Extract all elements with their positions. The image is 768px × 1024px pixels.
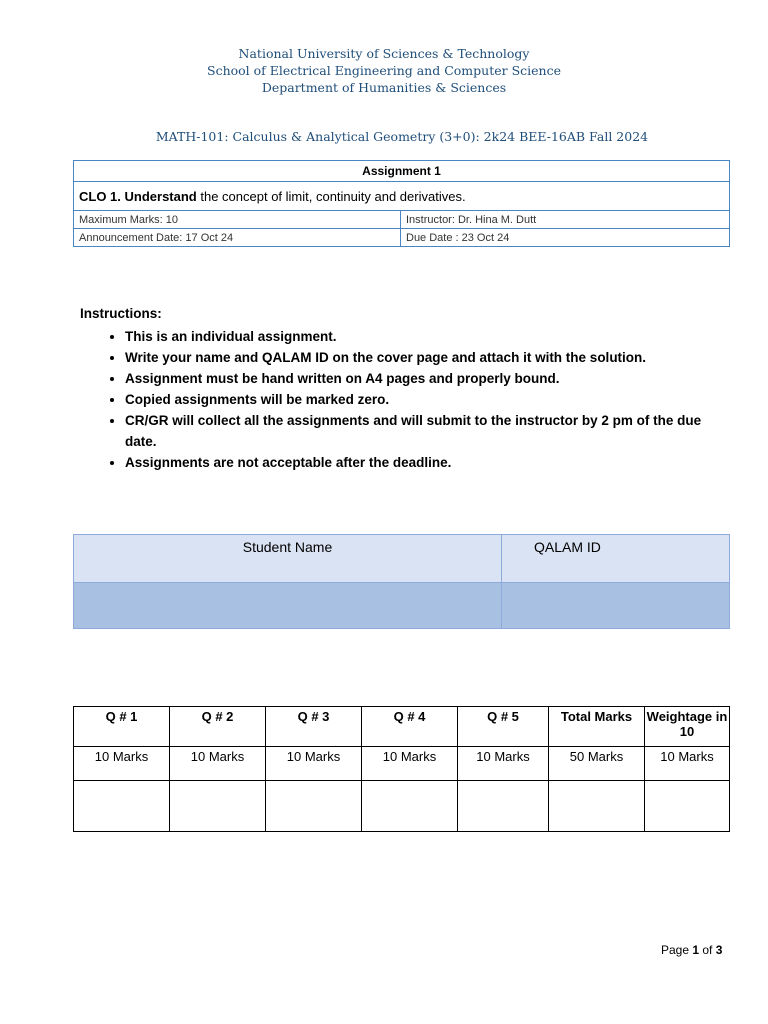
instruction-item: • This is an individual assignment. [125,326,720,347]
page-total: 3 [715,943,723,957]
marks-entry-q1[interactable] [74,781,170,832]
marks-entry-total[interactable] [549,781,645,832]
clo-label: CLO 1. Understand [79,188,197,204]
assignment-info-table [73,160,730,247]
student-info-table [73,534,730,629]
page-number [661,943,722,957]
page-prefix: Page [661,943,693,957]
instruction-item: • Copied assignments will be marked zero. [125,389,720,410]
instruction-item: • CR/GR will collect all the assignments and will submit to the instructor by 2 pm of the due date. [125,410,720,452]
marks-value-q3: 10 Marks [266,747,362,781]
instructions-label: Instructions: [80,306,162,321]
marks-value-q2: 10 Marks [170,747,266,781]
marks-value-total: 50 Marks [549,747,645,781]
instruction-item: • Assignments are not acceptable after the deadline. [125,452,720,473]
page-current: 1 [692,943,700,957]
clo-text: the concept of limit, continuity and derivatives. [196,188,466,204]
marks-header-q3: Q # 3 [266,707,362,747]
instruction-item: • Write your name and QALAM ID on the cover page and attach it with the solution. [125,347,720,368]
marks-header-total: Total Marks [549,707,645,747]
student-name-header: Student Name [74,535,502,583]
school-name: School of Electrical Engineering and Computer Science [207,63,561,78]
student-name-field[interactable] [74,583,502,629]
qalam-id-field[interactable] [502,583,730,629]
instructor: Instructor: Dr. Hina M. Dutt [401,211,730,229]
instructions-list [80,326,720,473]
marks-value-q1: 10 Marks [74,747,170,781]
instruction-item: • Assignment must be hand written on A4 pages and properly bound. [125,368,720,389]
marks-entry-q2[interactable] [170,781,266,832]
marks-header-q4: Q # 4 [362,707,458,747]
assignment-title: Assignment 1 [74,161,730,182]
clo-cell [74,182,730,211]
marks-header-q2: Q # 2 [170,707,266,747]
course-title: MATH-101: Calculus & Analytical Geometry (3+0): 2k24 BEE-16AB Fall 2024 [155,129,649,144]
instructions [80,305,720,473]
marks-entry-q4[interactable] [362,781,458,832]
university-name: National University of Sciences & Technology [238,46,530,61]
due-date: Due Date : 23 Oct 24 [401,229,730,247]
page-of: of [699,943,716,957]
marks-value-q4: 10 Marks [362,747,458,781]
qalam-id-header: QALAM ID [502,535,730,583]
marks-value-weightage: 10 Marks [645,747,730,781]
marks-header-q5: Q # 5 [458,707,549,747]
department-name: Department of Humanities & Sciences [261,80,507,95]
document-header [0,45,768,96]
max-marks: Maximum Marks: 10 [74,211,401,229]
marks-entry-q3[interactable] [266,781,362,832]
marks-header-weightage: Weightage in 10 [645,707,730,747]
marks-entry-weightage[interactable] [645,781,730,832]
marks-header-q1: Q # 1 [74,707,170,747]
marks-value-q5: 10 Marks [458,747,549,781]
marks-entry-q5[interactable] [458,781,549,832]
announcement-date: Announcement Date: 17 Oct 24 [74,229,401,247]
marks-table [73,706,730,832]
